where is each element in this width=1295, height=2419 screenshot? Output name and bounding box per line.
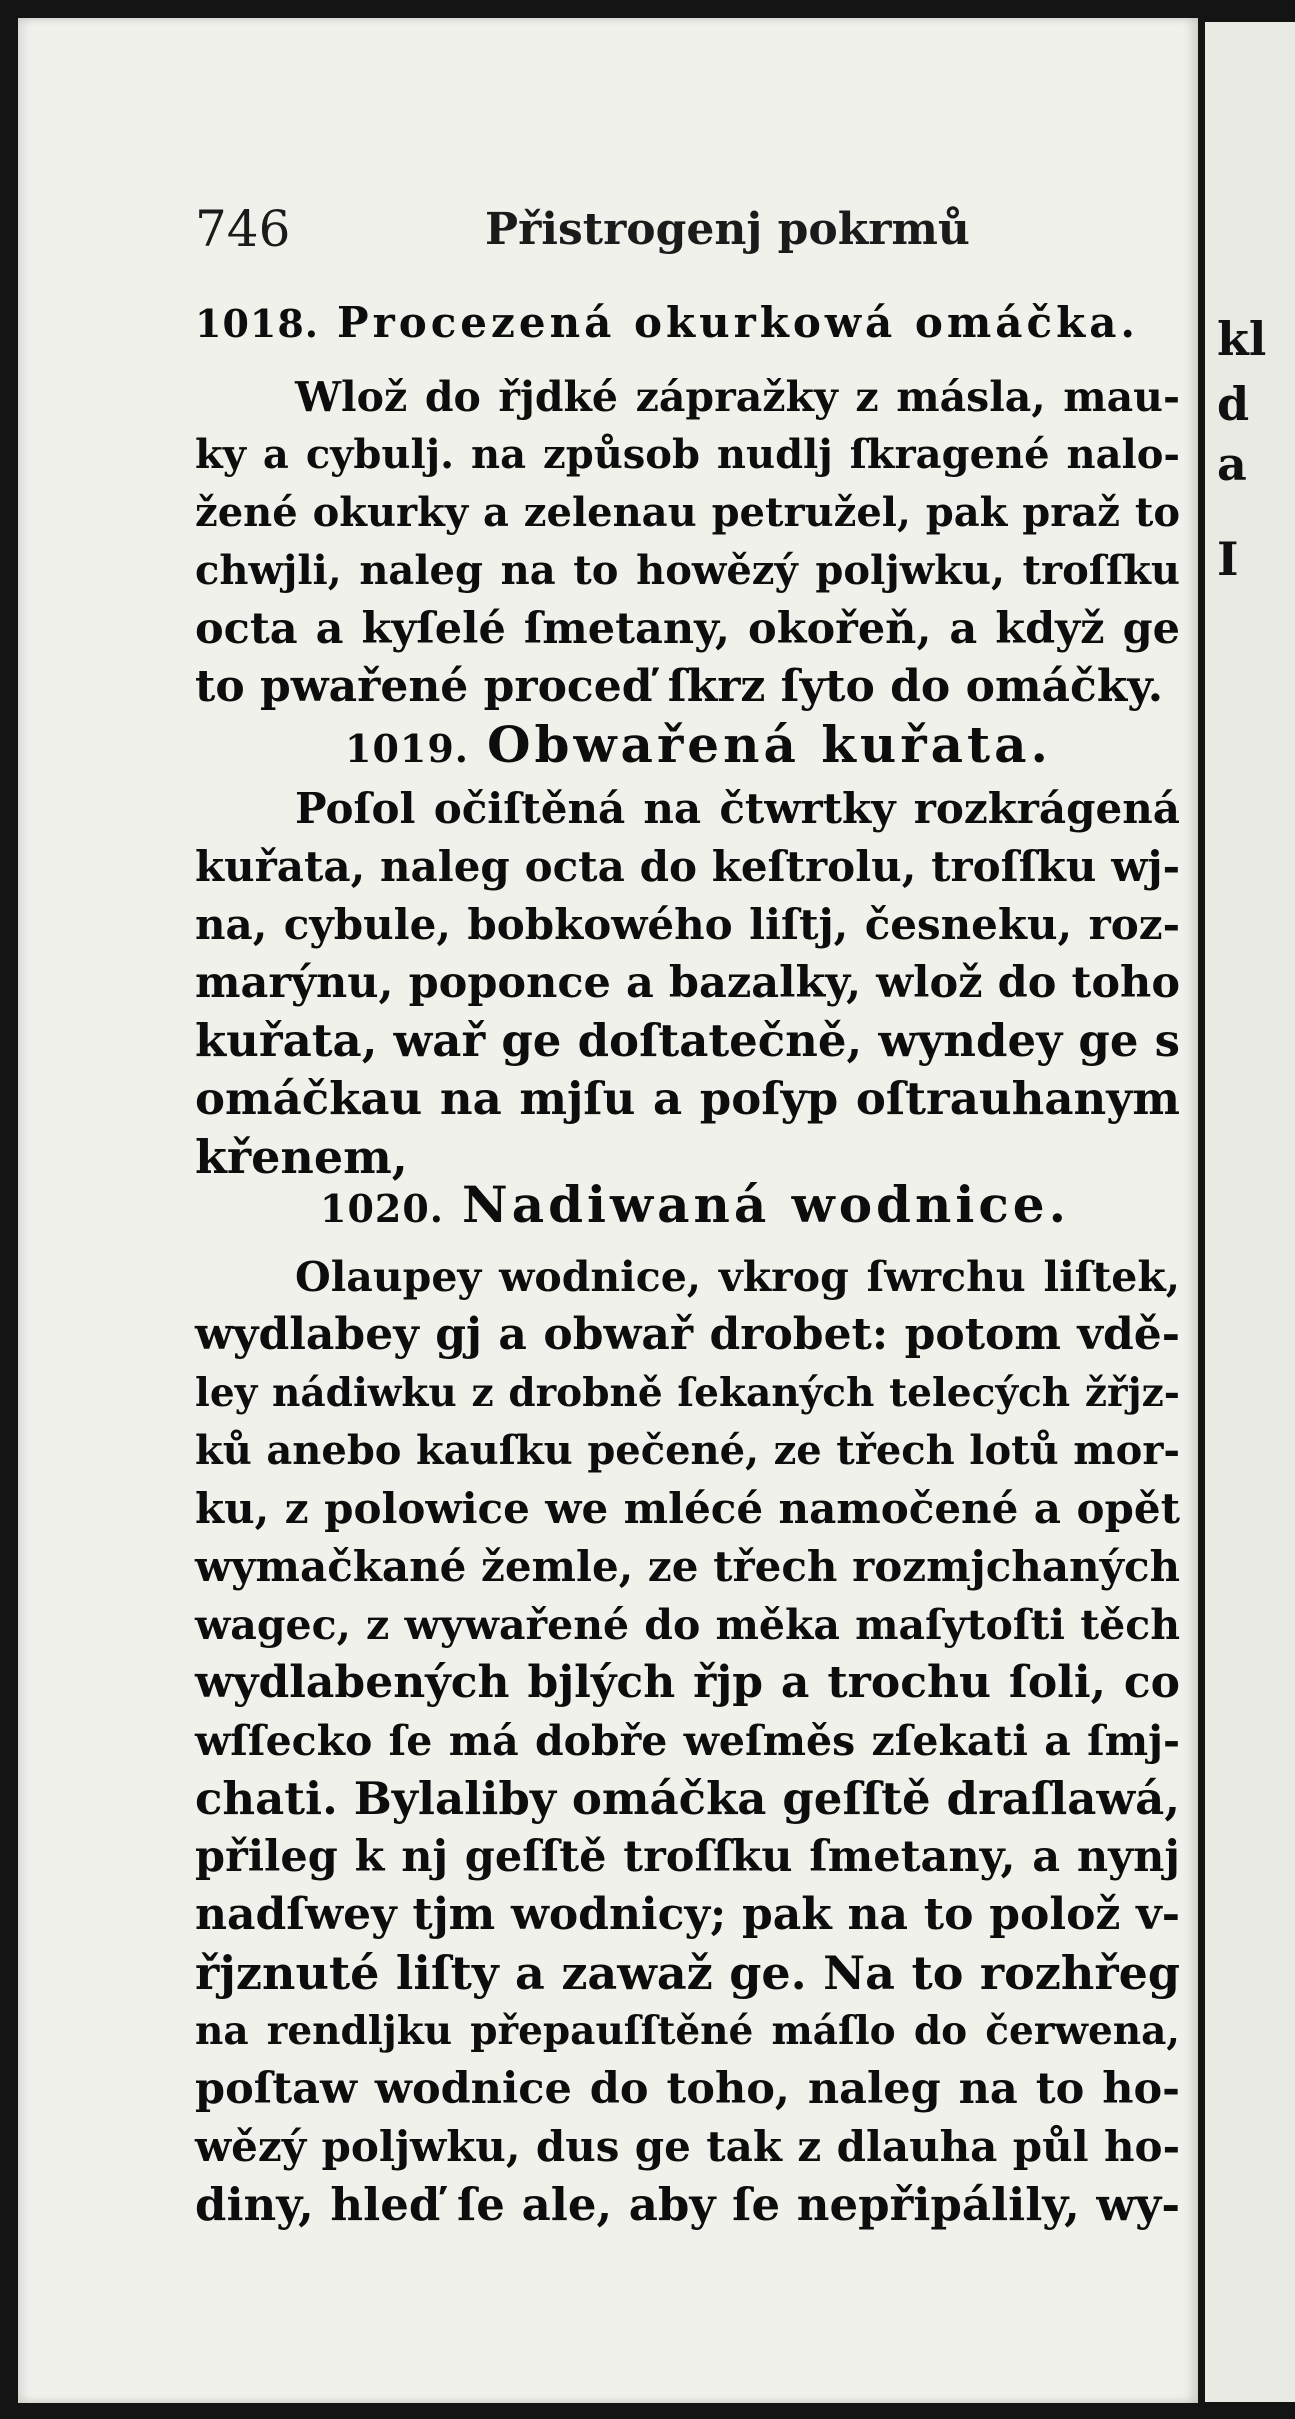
recipe-heading [345, 715, 1052, 774]
adjacent-fragment: I [1217, 532, 1239, 586]
adjacent-fragment: kl [1217, 312, 1267, 366]
adjacent-fragment: a [1217, 437, 1247, 491]
text-line: wězý poljwku, dus ge tak z dlauha půl ho- [195, 2122, 1180, 2171]
text-line: žené okurky a zelenau petružel, pak praž to [195, 489, 1180, 536]
adjacent-fragment: d [1217, 377, 1250, 431]
text-line: řjznuté liſty a zawaž ge. Na to rozhřeg [195, 1946, 1180, 2000]
recipe-text [195, 368, 1180, 716]
text-line: ky a cybulj. na způsob nudlj ſkragené nalo- [195, 431, 1180, 478]
text-line: kuřata, naleg octa do keſtrolu, troſſku wj- [195, 842, 1180, 891]
text-line: křenem, [195, 1130, 408, 1184]
text-line: ku, z polowice we mlécé namočené a opět [195, 1484, 1180, 1533]
text-line: ley nádiwku z drobně ſekaných telecých žřjz- [195, 1370, 1180, 1416]
running-title: Přistrogenj pokrmů [485, 204, 970, 255]
text-line: na rendljku přepauſſtěné máſlo do čerwena, [195, 2008, 1180, 2054]
text-line: kuřata, wař ge doſtatečně, wyndey ge s [195, 1014, 1180, 1067]
text-line: octa a kyſelé ſmetany, okořeň, a když ge [195, 604, 1180, 654]
text-line: ků anebo kauſku pečené, ze třech lotů mor- [195, 1427, 1180, 1474]
text-line: chati. Bylaliby omáčka geſſtě draſlawá, [195, 1772, 1180, 1825]
recipe-number: 1018. [195, 301, 319, 346]
recipe-title: Nadiwaná wodnice. [462, 1175, 1071, 1234]
text-line: to pwařené proceď ſkrz ſyto do omáčky. [195, 661, 1164, 712]
text-line: nadſwey tjm wodnicy; pak na to polož v- [195, 1889, 1180, 1940]
text-line: marýnu, poponce a bazalky, wlož do toho [195, 958, 1180, 1008]
text-line: wymačkané žemle, ze třech rozmjchaných [195, 1542, 1181, 1591]
recipe-heading [320, 1175, 1070, 1234]
text-line: diny, hleď ſe ale, aby ſe nepřipálily, wy- [195, 2178, 1180, 2231]
text-line: poſtaw wodnice do toho, naleg na to ho- [195, 2064, 1180, 2114]
text-line: chwjli, naleg na to howězý poljwku, troſſku [195, 547, 1180, 594]
recipe-title: Obwařená kuřata. [487, 715, 1052, 774]
text-line: wſſecko ſe má dobře weſměs zſekati a ſmj- [195, 1717, 1180, 1765]
text-line: Poſol očiſtěná na čtwrtky rozkrágená [295, 784, 1180, 833]
recipe-text [195, 780, 1180, 1186]
recipe-title: Procezená okurkowá omáčka. [337, 298, 1140, 347]
text-line: wydlabey gj a obwař drobet: potom vdě- [195, 1309, 1180, 1360]
recipe-number: 1019. [345, 726, 469, 771]
recipe-text [195, 1248, 1180, 2234]
page-header [195, 200, 1175, 270]
adjacent-page-edge [1205, 22, 1295, 2402]
text-line: na, cybule, bobkowého liſtj, česneku, roz- [195, 900, 1180, 949]
recipe-number: 1020. [320, 1186, 444, 1231]
text-line: přileg k nj geſſtě troſſku ſmetany, a nynj [195, 1832, 1180, 1882]
text-line: Olaupey wodnice, vkrog ſwrchu liſtek, [295, 1253, 1180, 1301]
text-line: wydlabených bjlých řjp a trochu ſoli, co [195, 1657, 1180, 1708]
text-line: Wlož do řjdké zápražky z másla, mau- [295, 373, 1180, 421]
text-line: omáčkau na mjſu a poſyp oſtrauhanym [195, 1072, 1180, 1125]
text-line: wagec, z wywařené do měka maſytoſti těch [195, 1601, 1180, 1649]
recipe-heading [195, 298, 1139, 347]
page-number: 746 [195, 200, 291, 258]
